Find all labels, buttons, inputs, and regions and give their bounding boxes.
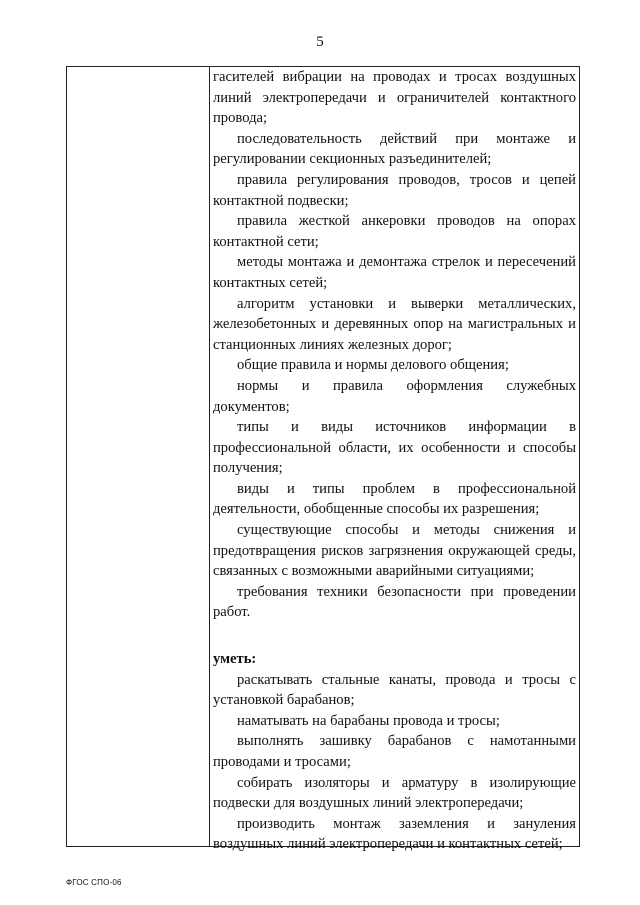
list-item: собирать изоляторы и арматуру в изолирующие подвески для воздушных линий электропередачи; xyxy=(213,774,576,812)
list-item: производить монтаж заземления и зануления воздушных линий электропередачи и контактных сетей; xyxy=(213,815,576,853)
footer-label: ФГОС СПО-06 xyxy=(66,878,122,887)
list-item: раскатывать стальные канаты, провода и тросы с установкой барабанов; xyxy=(213,671,576,709)
list-item: гасителей вибрации на проводах и тросах воздушных линий электропередачи и ограничителей контактного провода; xyxy=(213,69,576,127)
column-divider xyxy=(209,67,210,846)
list-item: общие правила и нормы делового общения; xyxy=(237,357,509,374)
list-item: виды и типы проблем в профессиональной деятельности, обобщенные способы их разрешения; xyxy=(213,480,576,518)
list-item: правила жесткой анкеровки проводов на опорах контактной сети; xyxy=(213,213,576,250)
list-item: существующие способы и методы снижения и предотвращения рисков загрязнения окружающей среды, связанных с возможными аварийными ситуациями; xyxy=(213,522,576,580)
list-item: выполнять зашивку барабанов с намотанными проводами и тросами; xyxy=(213,733,576,770)
section-label-umet: уметь: xyxy=(213,651,257,668)
list-item: наматывать на барабаны провода и тросы; xyxy=(237,712,500,729)
list-item: правила регулирования проводов, тросов и цепей контактной подвески; xyxy=(213,171,576,209)
list-item: последовательность действий при монтаже и регулировании секционных разъединителей; xyxy=(213,130,576,168)
document-table xyxy=(66,66,580,853)
list-item: типы и виды источников информации в профессиональной области, их особенности и способы получения; xyxy=(213,419,576,477)
skills-list xyxy=(213,670,576,855)
list-item: алгоритм установки и выверки металлических, железобетонных и деревянных опор на магистральных и станционных линиях железных дорог; xyxy=(213,295,576,353)
page-number: 5 xyxy=(316,34,324,50)
list-item: требования техники безопасности при проведении работ. xyxy=(213,583,576,621)
list-item: методы монтажа и демонтажа стрелок и пересечений контактных сетей; xyxy=(213,254,576,291)
list-item: нормы и правила оформления служебных документов; xyxy=(213,377,576,415)
table-content-cell xyxy=(213,67,576,855)
knowledge-list xyxy=(213,67,576,623)
